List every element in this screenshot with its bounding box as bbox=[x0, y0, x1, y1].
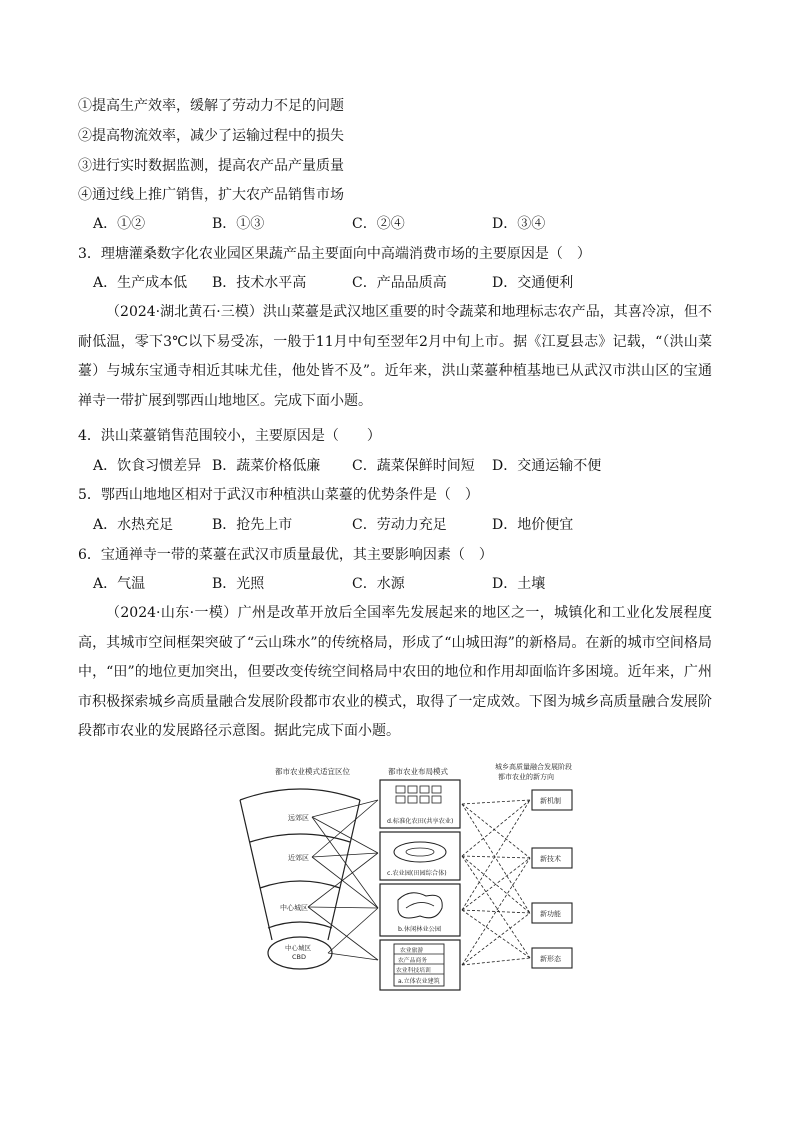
layout-label-a: a.立体农业建筑 bbox=[398, 978, 440, 985]
q3-option-c[interactable]: C．产品品质高 bbox=[352, 275, 447, 291]
diagram-col1-title: 都市农业模式适宜区位 bbox=[275, 767, 350, 776]
q5-stem: 5．鄂西山地地区相对于武汉市种植洪山菜薹的优势条件是（ ） bbox=[78, 487, 479, 503]
zone-label-near-suburb: 近郊区 bbox=[288, 854, 309, 862]
q4-option-d[interactable]: D．交通运输不便 bbox=[492, 458, 602, 474]
q6-option-a[interactable]: A．气温 bbox=[93, 576, 146, 592]
statement-4: ④通过线上推广销售，扩大农产品销售市场 bbox=[78, 187, 344, 203]
layout-label-c: c.农业园(田园综合体) bbox=[387, 870, 447, 877]
q6-option-c[interactable]: C．水源 bbox=[352, 576, 405, 592]
q5-option-a[interactable]: A．水热充足 bbox=[93, 517, 174, 533]
building-floor-3: 农业科技培训 bbox=[396, 968, 431, 974]
q3-stem: 3．理塘灌桑数字化农业园区果蔬产品主要面向中高端消费市场的主要原因是（ ） bbox=[78, 246, 591, 262]
statement-3: ③进行实时数据监测，提高农产品产量质量 bbox=[78, 158, 344, 174]
statement-2: ②提高物流效率，减少了运输过程中的损失 bbox=[78, 128, 344, 144]
direction-box-3 bbox=[532, 903, 572, 923]
q3-option-b[interactable]: B．技术水平高 bbox=[212, 275, 307, 291]
q4-stem: 4．洪山菜薹销售范围较小，主要原因是（ ） bbox=[78, 428, 381, 444]
statement-1: ①提高生产效率，缓解了劳动力不足的问题 bbox=[78, 98, 344, 114]
q6-stem: 6．宝通禅寺一带的菜薹在武汉市质量最优，其主要影响因素（ ） bbox=[78, 547, 493, 563]
direction-label-4: 新形态 bbox=[540, 955, 561, 963]
q2-option-c[interactable]: C．②④ bbox=[352, 216, 405, 232]
urban-agriculture-path-diagram bbox=[230, 760, 575, 995]
direction-label-2: 新技术 bbox=[540, 855, 561, 863]
direction-box-2 bbox=[532, 848, 572, 868]
diagram-col2-title: 都市农业布局模式 bbox=[388, 767, 448, 776]
q6-option-b[interactable]: B．光照 bbox=[212, 576, 265, 592]
q5-option-c[interactable]: C．劳动力充足 bbox=[352, 517, 447, 533]
diagram-col3-title-2: 都市农业的新方向 bbox=[498, 773, 554, 781]
q4-option-a[interactable]: A．饮食习惯差异 bbox=[93, 458, 202, 474]
passage-hubei: （2024·湖北黄石·三模）洪山菜薹是武汉地区重要的时令蔬菜和地理标志农产品，其喜冷凉，但不耐低温，零下3℃以下易受冻，一般于11月中旬至翌年2月中旬上市。据《江夏县志》记载，“（洪山菜薹）与城东宝通寺相近其味尤佳，他处皆不及”。近年来，洪山菜薹种植基地已从武汉市洪山区的宝通禅寺一带扩展到鄂西山地地区。完成下面小题。 bbox=[78, 304, 712, 409]
layout-box-d bbox=[380, 780, 460, 828]
zone-label-central: 中心城区 bbox=[280, 904, 308, 912]
direction-label-3: 新功能 bbox=[540, 910, 561, 918]
layout-label-b: b.休闲林业公园 bbox=[398, 926, 442, 933]
q2-option-d[interactable]: D．③④ bbox=[492, 216, 546, 232]
q2-option-b[interactable]: B．①③ bbox=[212, 216, 265, 232]
layout-box-a bbox=[380, 940, 460, 990]
q5-option-d[interactable]: D．地价便宜 bbox=[492, 517, 574, 533]
q6-option-d[interactable]: D．土壤 bbox=[492, 576, 546, 592]
building-floor-2: 农产品商务 bbox=[398, 958, 427, 964]
direction-box-1 bbox=[532, 790, 572, 810]
direction-box-4 bbox=[532, 948, 572, 968]
q2-option-a[interactable]: A．①② bbox=[93, 216, 146, 232]
q4-option-b[interactable]: B．蔬菜价格低廉 bbox=[212, 458, 321, 474]
layout-label-d: d.标准化农田(共享农业) bbox=[387, 818, 454, 825]
q3-option-d[interactable]: D．交通便利 bbox=[492, 275, 574, 291]
q4-option-c[interactable]: C．蔬菜保鲜时间短 bbox=[352, 458, 475, 474]
layout-box-b bbox=[380, 884, 460, 936]
q5-option-b[interactable]: B．抢先上市 bbox=[212, 517, 293, 533]
q3-option-a[interactable]: A．生产成本低 bbox=[93, 275, 188, 291]
direction-label-1: 新机制 bbox=[540, 797, 561, 805]
diagram-col3-title-1: 城乡高质量融合发展阶段 bbox=[495, 763, 572, 771]
zone-label-cbd-2: CBD bbox=[292, 953, 307, 961]
passage-shandong: （2024·山东·一模）广州是改革开放后全国率先发展起来的地区之一，城镇化和工业化发展程度高，其城市空间框架突破了“云山珠水”的传统格局，形成了“山城田海”的新格局。在新的城市空间格局中，“田”的地位更加突出，但要改变传统空间格局中农田的地位和作用却面临许多困境。近年来，广州市积极探索城乡高质量融合发展阶段都市农业的模式，取得了一定成效。下图为城乡高质量融合发展阶段都市农业的发展路径示意图。据此完成下面小题。 bbox=[78, 605, 712, 739]
building-floor-1: 农业旅游 bbox=[400, 948, 424, 954]
zone-label-cbd-1: 中心城区 bbox=[285, 944, 311, 952]
zone-label-far-suburb: 远郊区 bbox=[288, 814, 309, 822]
layout-box-c bbox=[380, 832, 460, 880]
